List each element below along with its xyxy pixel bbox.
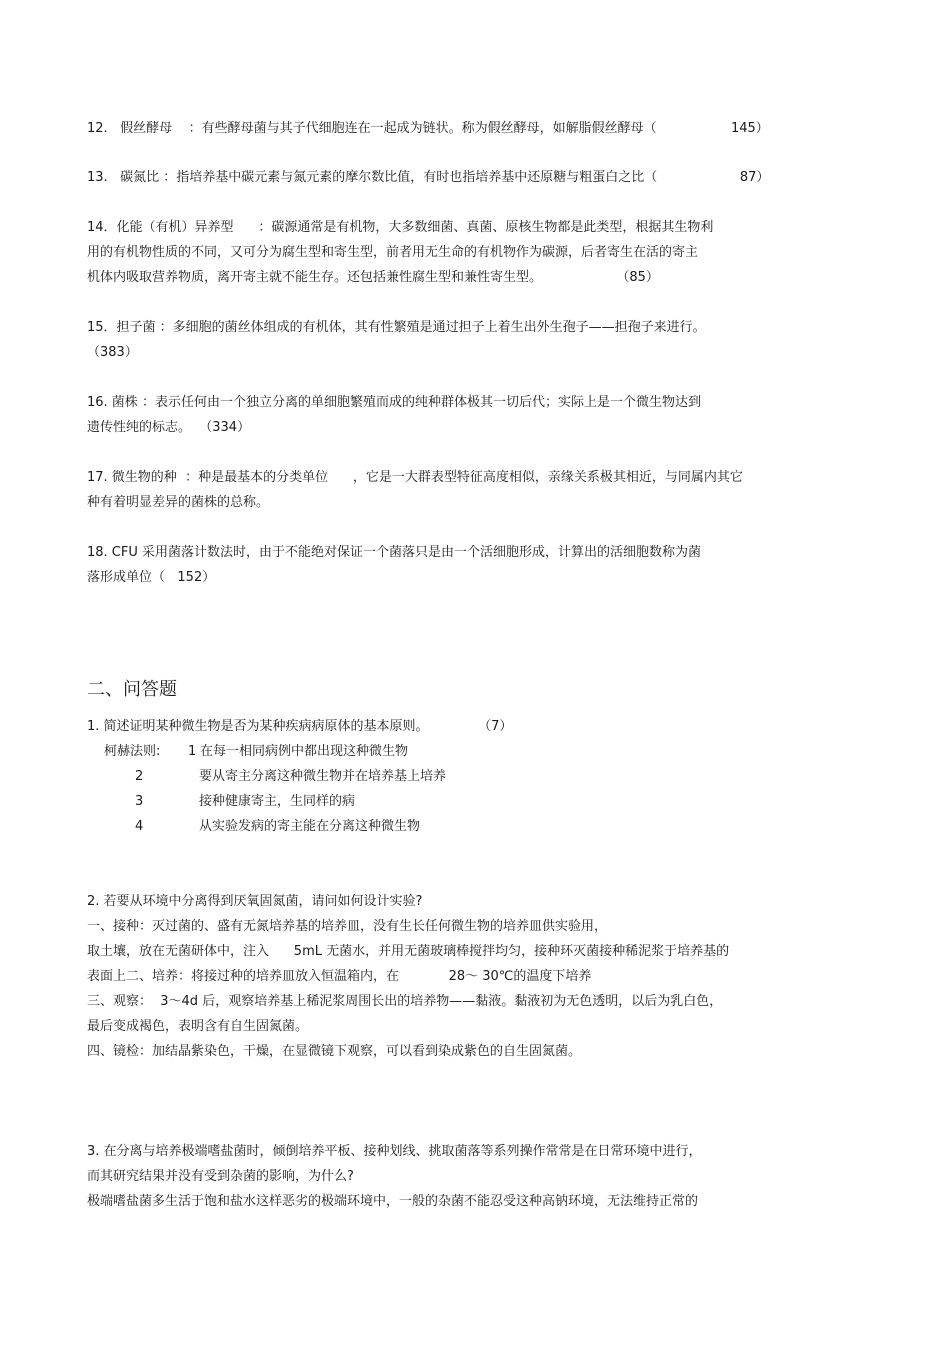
q2-line-1: 2. 若要从环境中分离得到厌氧固氮菌，请问如何设计实验?: [87, 894, 423, 909]
def-15-line-1: 15．担子菌 ：多细胞的菌丝体组成的有机体，其有性繁殖是通过担子上着生出外生孢子——担孢子来进行。: [87, 320, 706, 335]
q2-line-2: 一、接种：灭过菌的、盛有无氮培养基的培养皿，没有生长任何微生物的培养皿供实验用，: [87, 919, 608, 934]
q1-rule-2-num: 2: [135, 769, 144, 784]
q1-rule-3-text: 接种健康寄主，生同样的病: [199, 794, 356, 809]
q3-line-1: 3. 在分离与培养极端嗜盐菌时，倾倒培养平板、接种划线、挑取菌落等系列操作常常是在日常环境中进行，: [87, 1144, 702, 1159]
section-title: 二、问答题: [87, 679, 177, 700]
def-15-line-2: （383）: [87, 345, 138, 360]
q1-rule-3-num: 3: [135, 794, 144, 809]
q3-line-2: 而其研究结果并没有受到杂菌的影响，为什么?: [87, 1169, 354, 1184]
def-17-line-2: 种有着明显差异的菌株的总称。: [87, 495, 270, 510]
q2-line-5: 三、观察： 3～4d 后，观察培养基上稀泥浆周围长出的培养物——黏液。黏液初为无色透明，以后为乳白色，: [87, 994, 723, 1009]
q2-line-3: 取土壤，放在无菌研体中，注入 5mL 无菌水，并用无菌玻璃棒搅拌均匀，接种环灭菌接种稀泥浆于培养基的: [87, 944, 730, 959]
q1-question: 1. 简述证明某种微生物是否为某种疾病病原体的基本原则。 （7）: [87, 719, 513, 734]
def-14-line-2: 用的有机物性质的不同，又可分为腐生型和寄生型，前者用无生命的有机物作为碳源，后者寄生在活的寄主: [87, 245, 699, 260]
def-12-line-1: 12. 假丝酵母 ：有些酵母菌与其子代细胞连在一起成为链状。称为假丝酵母，如解脂假丝酵母（ 145）: [87, 121, 769, 136]
def-18-line-2: 落形成单位（ 152）: [87, 570, 216, 585]
def-17-line-1: 17. 微生物的种 ：种是最基本的分类单位 ，它是一大群表型特征高度相似，亲缘关系极其相近，与同属内其它: [87, 470, 743, 485]
q2-line-7: 四、镜检：加结晶紫染色，干燥，在显微镜下观察，可以看到染成紫色的自生固氮菌。: [87, 1044, 582, 1059]
q3-line-3: 极端嗜盐菌多生活于饱和盐水这样恶劣的极端环境中，一般的杂菌不能忍受这种高钠环境，无法维持正常的: [87, 1194, 699, 1209]
def-18-line-1: 18. CFU 采用菌落计数法时，由于不能绝对保证一个菌落只是由一个活细胞形成，计算出的活细胞数称为菌: [87, 545, 702, 560]
q1-rule-1-num: 1: [188, 744, 197, 759]
q1-rule-4-num: 4: [135, 819, 144, 834]
def-13-line-1: 13. 碳氮比 ：指培养基中碳元素与氮元素的摩尔数比值，有时也指培养基中还原糖与粗蛋白之比（ 87）: [87, 170, 770, 185]
q1-rule-2-text: 要从寄主分离这种微生物并在培养基上培养: [199, 769, 447, 784]
q1-rule-label: 柯赫法则:: [104, 744, 161, 759]
q1-rule-1-text: 在每一相同病例中都出现这种微生物: [200, 744, 409, 759]
def-16-line-2: 遗传性纯的标志。 （334）: [87, 420, 251, 435]
def-14-line-3: 机体内吸取营养物质，离开寄主就不能生存。还包括兼性腐生型和兼性寄生型。 （85）: [87, 270, 659, 285]
def-14-line-1: 14．化能（有机）异养型 ：碳源通常是有机物，大多数细菌、真菌、原核生物都是此类型，根据其生物利: [87, 220, 714, 235]
def-16-line-1: 16. 菌株 ：表示任何由一个独立分离的单细胞繁殖而成的纯种群体极其一切后代；实际上是一个微生物达到: [87, 395, 701, 410]
q1-rule-4-text: 从实验发病的寄主能在分离这种微生物: [199, 819, 421, 834]
q2-line-6: 最后变成褐色，表明含有自生固氮菌。: [87, 1019, 309, 1034]
q2-line-4: 表面上二、培养：将接过种的培养皿放入恒温箱内，在 28～ 30℃的温度下培养: [87, 969, 592, 984]
